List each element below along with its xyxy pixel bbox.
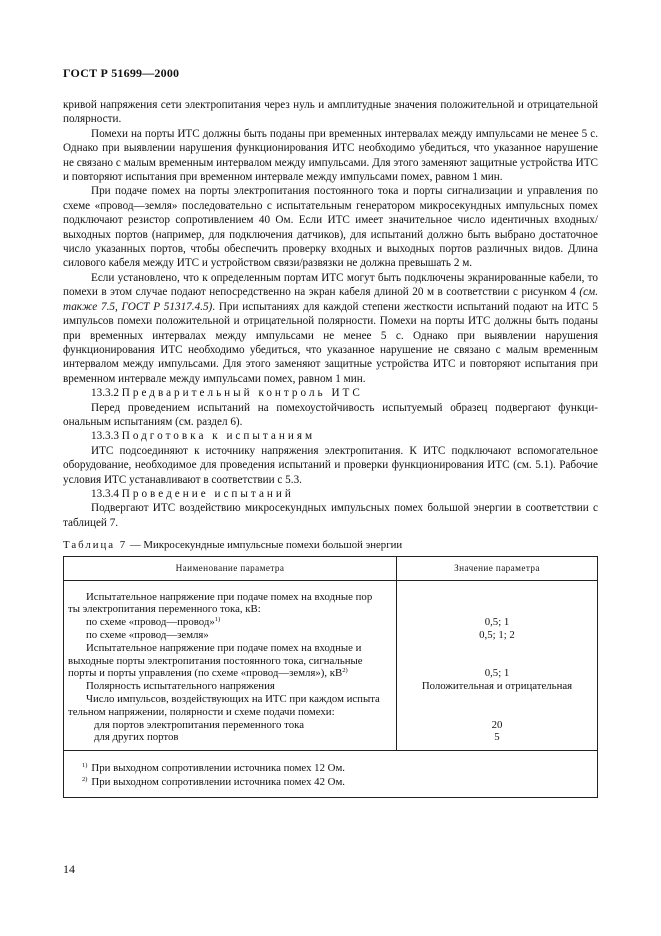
parameter-value — [401, 642, 593, 655]
table-caption-text: — Микросекундные импульсные помехи большой энергии — [127, 539, 403, 552]
section-text: ИТС подсоединяют к источнику напряжения электропитания. К ИТС подключают вспомогательное оборудование, необходимое для проведения испытаний и проверки функционирования ИТС (см. 5.1). Рабочие условия ИТС устанавливают в соответствии с 5.3. — [63, 444, 598, 486]
footnote-mark: 2) — [342, 667, 348, 675]
parameter-value: 20 — [491, 718, 503, 731]
parameter-text: Полярность испытательного напряжения — [86, 680, 275, 693]
parameter-value: 0,5; 1; 2 — [479, 628, 515, 641]
parameter-line — [68, 680, 392, 693]
parameter-text: для других портов — [94, 731, 179, 744]
table-footnote — [82, 775, 593, 789]
document-body — [63, 98, 598, 798]
parameter-value: 5 — [494, 731, 500, 744]
parameter-value: 0,5; 1 — [484, 667, 510, 680]
footnote-text: При выходном сопротивлении источника помех 12 Ом. — [91, 762, 346, 775]
parameter-line — [68, 591, 392, 604]
section-title: Предварительный контроль ИТС — [121, 387, 363, 400]
section-heading-13-3-2 — [63, 386, 598, 400]
footnote-mark: 2) — [82, 776, 88, 784]
table-body-row — [64, 580, 598, 751]
section-number: 13.3.4 — [91, 487, 119, 500]
parameter-value — [401, 591, 593, 604]
parameter-text: выходные порты электропитания постоянного тока, сигнальные — [68, 654, 363, 667]
parameter-line — [68, 706, 392, 719]
parameter-value — [401, 603, 593, 616]
parameter-text: Число импульсов, воздействующих на ИТС при каждом испыта — [86, 692, 380, 705]
parameter-line — [68, 667, 392, 680]
parameter-text: тельном напряжении, полярности и схеме подачи помехи: — [68, 705, 335, 718]
footnote-text: При выходном сопротивлении источника помех 42 Ом. — [91, 776, 346, 789]
parameter-text: для портов электропитания переменного тока — [94, 718, 304, 731]
section-title: Подготовка к испытаниям — [121, 430, 316, 443]
footnote-mark: 1) — [214, 616, 221, 624]
parameter-line — [68, 616, 392, 629]
parameter-line — [68, 642, 392, 655]
paragraph: кривой напряжения сети электропитания через нуль и амплитудные значения положительной и отрицательной полярности. — [63, 99, 598, 126]
paragraph: Помехи на порты ИТС должны быть поданы при временных интервалах между импульсами не менее 5 с. Однако при выявлении нарушения функционирования ИТС необходимо убедиться, что указанное нарушение не связано с малым временным интервалом между импульсами. Для этого заменяют защитные устройства ИТС и повторяют испытания при временном интервале между импульсами помех, равном 1 мин. — [63, 127, 598, 184]
parameters-table — [63, 556, 598, 799]
parameter-line — [68, 719, 392, 732]
section-title: Проведение испытаний — [121, 487, 294, 500]
parameter-value: 0,5; 1 — [484, 616, 510, 629]
paragraph-text: . При испытаниях для каждой степени жесткости испытаний подают на ИТС 5 импульсов помехи положительной и отрицательной полярности. Помехи на порты ИТС должны быть поданы при временных интервалах между импульсами не менее 5 с. Однако при выявлении нарушения функционирования ИТС необходимо убедиться, что указанное нарушение не связано с малым временным интервалом между импульсами. Для этого заменяют защитные устройства ИТС и повторяют испытания при временном интервале между импульсами помех, равном 1 мин. — [63, 300, 598, 385]
table-footnote-row — [64, 751, 598, 798]
table-header-row — [64, 556, 598, 580]
parameter-value — [401, 693, 593, 706]
footnote-mark: 1) — [82, 762, 88, 770]
footnotes-cell — [64, 751, 598, 798]
section-heading-13-3-4 — [63, 487, 598, 501]
section-text: Перед проведением испытаний на помехоустойчивость испытуемый образец подвергают функциональным испытаниям (см. раздел 6). — [63, 401, 598, 428]
parameter-line — [68, 731, 392, 744]
value-cell — [397, 580, 598, 751]
section-number: 13.3.2 — [91, 387, 119, 400]
parameter-line — [68, 693, 392, 706]
section-heading-13-3-3 — [63, 429, 598, 443]
parameter-cell — [64, 580, 397, 751]
parameter-text: по схеме «провод—земля» — [86, 628, 209, 641]
table-caption — [63, 538, 598, 552]
column-header-parameter: Наименование параметра — [64, 556, 397, 580]
document-header: ГОСТ Р 51699—2000 — [63, 66, 180, 80]
parameter-text: Испытательное напряжение при подаче помех на входные пор — [86, 590, 373, 603]
parameter-text: порты и порты управления (по схеме «провод—земля»), кВ — [68, 667, 343, 680]
parameter-text: Испытательное напряжение при подаче помех на входные и — [86, 641, 362, 654]
table-label: Таблица 7 — [63, 539, 128, 552]
paragraph-shielded-cables — [63, 271, 598, 386]
page-number: 14 — [63, 862, 75, 876]
parameter-text: ты электропитания переменного тока, кВ: — [68, 603, 261, 616]
parameter-line — [68, 629, 392, 642]
section-text: Подвергают ИТС воздействию микросекундных импульсных помех большой энергии в соответствии с таблицей 7. — [63, 502, 598, 529]
parameter-value — [401, 706, 593, 719]
paragraph: При подаче помех на порты электропитания постоянного тока и порты сигнализации и управления по схеме «провод—земля» последовательно с испытательным генератором микросекундных импульсных помех подключают резистор сопротивлением 40 Ом. Если ИТС имеет значительное число идентичных входных/выходных портов (например, для подключения датчиков), для испытаний должно быть выбрано достаточное число указанных портов, чтобы обеспечить проверку входных и выходных портов различных видов. Длина силового кабеля между ИТС и устройством связи/развязки не должна превышать 2 м. — [63, 185, 598, 270]
parameter-line — [68, 655, 392, 668]
table-footnote — [82, 761, 593, 775]
column-header-value: Значение параметра — [397, 556, 598, 580]
paragraph-text: Если установлено, что к определенным портам ИТС могут быть подключены экранированные кабели, то помехи в этом случае подают непосредственно на экран кабеля длиной 20 м в соответствии с рисунком 4 — [63, 271, 598, 299]
parameter-value — [401, 655, 593, 668]
cross-reference: (см. также 7.5, ГОСТ Р 51317.4.5) — [63, 286, 598, 313]
section-number: 13.3.3 — [91, 430, 119, 443]
parameter-line — [68, 603, 392, 616]
parameter-value: Положительная и отрицательная — [421, 680, 573, 693]
parameter-text: по схеме «провод—провод» — [86, 616, 215, 629]
